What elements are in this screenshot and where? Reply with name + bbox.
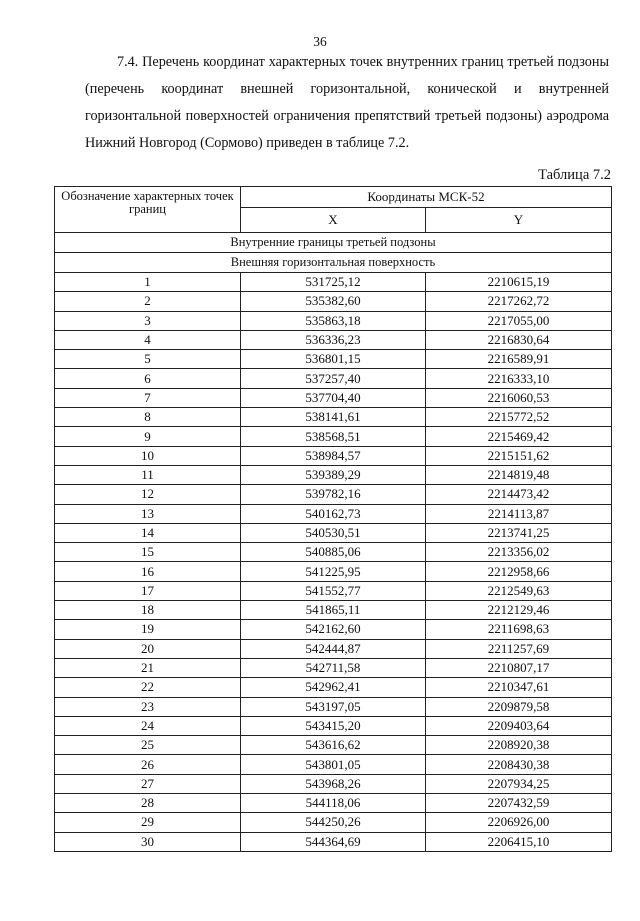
x-coordinate-cell: 540530,51 bbox=[241, 523, 426, 542]
intro-paragraph bbox=[85, 49, 609, 157]
point-number-cell: 4 bbox=[55, 330, 241, 349]
y-coordinate-cell: 2216589,91 bbox=[426, 350, 612, 369]
table-row bbox=[55, 774, 612, 793]
col-y-header: Y bbox=[426, 208, 612, 233]
y-coordinate-cell: 2210615,19 bbox=[426, 273, 612, 292]
table-row bbox=[55, 832, 612, 851]
y-coordinate-cell: 2217262,72 bbox=[426, 292, 612, 311]
x-coordinate-cell: 535382,60 bbox=[241, 292, 426, 311]
point-number-cell: 30 bbox=[55, 832, 241, 851]
subsection-row bbox=[55, 253, 612, 273]
x-coordinate-cell: 540885,06 bbox=[241, 543, 426, 562]
table-row bbox=[55, 543, 612, 562]
table-row bbox=[55, 504, 612, 523]
table-row bbox=[55, 697, 612, 716]
x-coordinate-cell: 540162,73 bbox=[241, 504, 426, 523]
table-row bbox=[55, 620, 612, 639]
point-number-cell: 24 bbox=[55, 716, 241, 735]
y-coordinate-cell: 2208920,38 bbox=[426, 736, 612, 755]
section-title: Внутренние границы третьей подзоны bbox=[55, 233, 612, 253]
x-coordinate-cell: 544250,26 bbox=[241, 813, 426, 832]
table-row bbox=[55, 350, 612, 369]
table-row bbox=[55, 678, 612, 697]
x-coordinate-cell: 539389,29 bbox=[241, 465, 426, 484]
point-number-cell: 17 bbox=[55, 581, 241, 600]
y-coordinate-cell: 2211698,63 bbox=[426, 620, 612, 639]
col-point-header: Обозначение характерных точек границ bbox=[55, 187, 241, 233]
y-coordinate-cell: 2213356,02 bbox=[426, 543, 612, 562]
subsection-title: Внешняя горизонтальная поверхность bbox=[55, 253, 612, 273]
table-caption: Таблица 7.2 bbox=[538, 167, 611, 183]
table-row bbox=[55, 755, 612, 774]
col-x-header: X bbox=[241, 208, 426, 233]
point-number-cell: 8 bbox=[55, 408, 241, 427]
table-row bbox=[55, 794, 612, 813]
y-coordinate-cell: 2208430,38 bbox=[426, 755, 612, 774]
y-coordinate-cell: 2210347,61 bbox=[426, 678, 612, 697]
point-number-cell: 26 bbox=[55, 755, 241, 774]
x-coordinate-cell: 538141,61 bbox=[241, 408, 426, 427]
y-coordinate-cell: 2212958,66 bbox=[426, 562, 612, 581]
table-row bbox=[55, 523, 612, 542]
point-number-cell: 6 bbox=[55, 369, 241, 388]
section-row bbox=[55, 233, 612, 253]
point-number-cell: 12 bbox=[55, 485, 241, 504]
x-coordinate-cell: 537257,40 bbox=[241, 369, 426, 388]
table-row bbox=[55, 639, 612, 658]
table-row bbox=[55, 485, 612, 504]
table-row bbox=[55, 273, 612, 292]
x-coordinate-cell: 536801,15 bbox=[241, 350, 426, 369]
point-number-cell: 1 bbox=[55, 273, 241, 292]
point-number-cell: 13 bbox=[55, 504, 241, 523]
point-number-cell: 20 bbox=[55, 639, 241, 658]
y-coordinate-cell: 2207432,59 bbox=[426, 794, 612, 813]
table-header-row bbox=[55, 187, 612, 208]
x-coordinate-cell: 542711,58 bbox=[241, 658, 426, 677]
y-coordinate-cell: 2216333,10 bbox=[426, 369, 612, 388]
x-coordinate-cell: 543616,62 bbox=[241, 736, 426, 755]
x-coordinate-cell: 541552,77 bbox=[241, 581, 426, 600]
point-number-cell: 21 bbox=[55, 658, 241, 677]
point-number-cell: 18 bbox=[55, 601, 241, 620]
point-number-cell: 19 bbox=[55, 620, 241, 639]
x-coordinate-cell: 544364,69 bbox=[241, 832, 426, 851]
table-row bbox=[55, 658, 612, 677]
table-row bbox=[55, 427, 612, 446]
y-coordinate-cell: 2206415,10 bbox=[426, 832, 612, 851]
intro-text: 7.4. Перечень координат характерных точек внутренних границ третьей подзоны (перечень координат внешней горизонтальной, конической и внутренней горизонтальной поверхностей ограничения препятствий третьей подзоны) аэродрома Нижний Новгород (Сормово) приведен в таблице 7.2. bbox=[85, 54, 609, 151]
point-number-cell: 11 bbox=[55, 465, 241, 484]
table-row bbox=[55, 601, 612, 620]
point-number-cell: 16 bbox=[55, 562, 241, 581]
point-number-cell: 2 bbox=[55, 292, 241, 311]
y-coordinate-cell: 2211257,69 bbox=[426, 639, 612, 658]
point-number-cell: 25 bbox=[55, 736, 241, 755]
x-coordinate-cell: 538568,51 bbox=[241, 427, 426, 446]
x-coordinate-cell: 543415,20 bbox=[241, 716, 426, 735]
page-number: 36 bbox=[313, 34, 327, 49]
point-number-cell: 29 bbox=[55, 813, 241, 832]
x-coordinate-cell: 536336,23 bbox=[241, 330, 426, 349]
y-coordinate-cell: 2212549,63 bbox=[426, 581, 612, 600]
x-coordinate-cell: 543968,26 bbox=[241, 774, 426, 793]
col-coords-header: Координаты МСК-52 bbox=[241, 187, 612, 208]
y-coordinate-cell: 2210807,17 bbox=[426, 658, 612, 677]
point-number-cell: 22 bbox=[55, 678, 241, 697]
y-coordinate-cell: 2212129,46 bbox=[426, 601, 612, 620]
y-coordinate-cell: 2215772,52 bbox=[426, 408, 612, 427]
x-coordinate-cell: 535863,18 bbox=[241, 311, 426, 330]
point-number-cell: 3 bbox=[55, 311, 241, 330]
x-coordinate-cell: 544118,06 bbox=[241, 794, 426, 813]
table-row bbox=[55, 292, 612, 311]
table-row bbox=[55, 311, 612, 330]
point-number-cell: 28 bbox=[55, 794, 241, 813]
table-row bbox=[55, 562, 612, 581]
x-coordinate-cell: 541865,11 bbox=[241, 601, 426, 620]
point-number-cell: 5 bbox=[55, 350, 241, 369]
y-coordinate-cell: 2215151,62 bbox=[426, 446, 612, 465]
table-row bbox=[55, 446, 612, 465]
y-coordinate-cell: 2207934,25 bbox=[426, 774, 612, 793]
y-coordinate-cell: 2214473,42 bbox=[426, 485, 612, 504]
y-coordinate-cell: 2216060,53 bbox=[426, 388, 612, 407]
y-coordinate-cell: 2216830,64 bbox=[426, 330, 612, 349]
x-coordinate-cell: 542962,41 bbox=[241, 678, 426, 697]
y-coordinate-cell: 2217055,00 bbox=[426, 311, 612, 330]
table-row bbox=[55, 716, 612, 735]
y-coordinate-cell: 2214113,87 bbox=[426, 504, 612, 523]
point-number-cell: 14 bbox=[55, 523, 241, 542]
table-row bbox=[55, 465, 612, 484]
x-coordinate-cell: 542444,87 bbox=[241, 639, 426, 658]
point-number-cell: 27 bbox=[55, 774, 241, 793]
table-row bbox=[55, 388, 612, 407]
x-coordinate-cell: 543801,05 bbox=[241, 755, 426, 774]
y-coordinate-cell: 2215469,42 bbox=[426, 427, 612, 446]
table-row bbox=[55, 581, 612, 600]
x-coordinate-cell: 541225,95 bbox=[241, 562, 426, 581]
table-row bbox=[55, 408, 612, 427]
point-number-cell: 7 bbox=[55, 388, 241, 407]
y-coordinate-cell: 2214819,48 bbox=[426, 465, 612, 484]
point-number-cell: 23 bbox=[55, 697, 241, 716]
x-coordinate-cell: 543197,05 bbox=[241, 697, 426, 716]
point-number-cell: 15 bbox=[55, 543, 241, 562]
y-coordinate-cell: 2209403,64 bbox=[426, 716, 612, 735]
x-coordinate-cell: 539782,16 bbox=[241, 485, 426, 504]
y-coordinate-cell: 2206926,00 bbox=[426, 813, 612, 832]
point-number-cell: 9 bbox=[55, 427, 241, 446]
table-row bbox=[55, 369, 612, 388]
y-coordinate-cell: 2213741,25 bbox=[426, 523, 612, 542]
point-number-cell: 10 bbox=[55, 446, 241, 465]
coordinates-table bbox=[54, 186, 612, 852]
x-coordinate-cell: 538984,57 bbox=[241, 446, 426, 465]
x-coordinate-cell: 537704,40 bbox=[241, 388, 426, 407]
x-coordinate-cell: 542162,60 bbox=[241, 620, 426, 639]
table-row bbox=[55, 330, 612, 349]
x-coordinate-cell: 531725,12 bbox=[241, 273, 426, 292]
table-row bbox=[55, 736, 612, 755]
table-row bbox=[55, 813, 612, 832]
y-coordinate-cell: 2209879,58 bbox=[426, 697, 612, 716]
